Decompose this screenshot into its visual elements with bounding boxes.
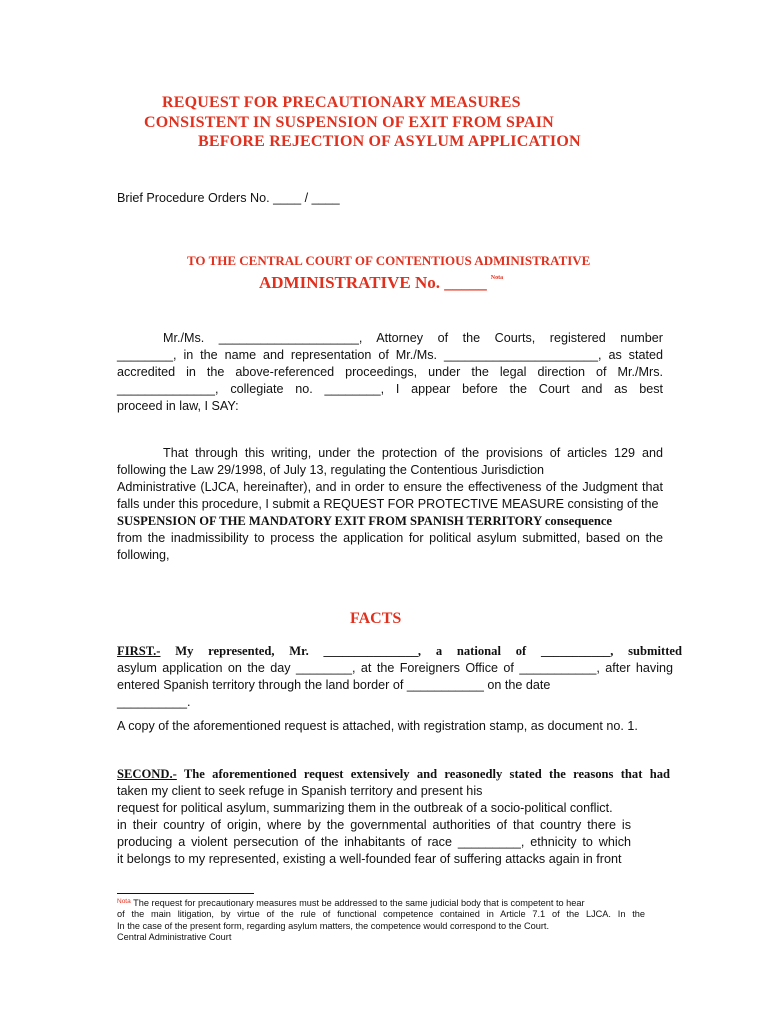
court-heading: TO THE CENTRAL COURT OF CONTENTIOUS ADMINISTRATIVE	[187, 253, 591, 268]
body-line: following,	[117, 548, 170, 562]
second-fact-line: taken my client to seek refuge in Spanish territory and present his	[117, 784, 483, 798]
intro-line: accredited in the above-referenced proceedings, under the legal direction of Mr./Mrs.	[117, 365, 663, 379]
footnote	[117, 898, 645, 944]
intro-line: ________, in the name and representation of Mr./Ms. ______________________, as stated	[117, 348, 663, 362]
first-fact-line	[117, 643, 682, 660]
second-fact-text: The aforementioned request extensively and reasonedly stated the reasons that had	[176, 767, 670, 781]
body-line: That through this writing, under the protection of the provisions of articles 129 and	[163, 446, 663, 460]
second-fact-line: in their country of origin, where by the governmental authorities of that country there is	[117, 818, 631, 832]
facts-heading: FACTS	[350, 610, 402, 627]
court-number-text: ADMINISTRATIVE No. _____	[259, 273, 487, 292]
document-copy-note: A copy of the aforementioned request is attached, with registration stamp, as document no. 1.	[117, 719, 638, 733]
document-title-line-2: CONSISTENT IN SUSPENSION OF EXIT FROM SPAIN	[144, 114, 554, 131]
second-fact-label: SECOND.-	[117, 767, 177, 781]
footnote-line: of the main litigation, by virtue of the rule of functional competence contained in Article 7.1 of the LJCA. In the	[117, 909, 645, 920]
body-line: Administrative (LJCA, hereinafter), and in order to ensure the effectiveness of the Judgment that	[117, 480, 663, 494]
first-fact	[117, 643, 682, 711]
second-fact-line: request for political asylum, summarizing them in the outbreak of a socio-political conflict.	[117, 801, 613, 815]
footnote-line	[117, 898, 645, 909]
intro-line: ______________, collegiate no. ________, I appear before the Court and as best	[117, 382, 663, 396]
intro-paragraph	[117, 330, 663, 415]
first-fact-label: FIRST.-	[117, 644, 161, 658]
intro-line: Mr./Ms. ____________________, Attorney of the Courts, registered number	[163, 331, 663, 345]
first-fact-text: My represented, Mr. _______________, a national of ___________, submitted	[160, 644, 682, 658]
document-title-line-3: BEFORE REJECTION OF ASYLUM APPLICATION	[198, 133, 581, 150]
court-number	[259, 273, 503, 293]
first-fact-line: asylum application on the day ________, at the Foreigners Office of ___________, after having	[117, 661, 673, 675]
second-fact-line	[117, 766, 670, 783]
body-line-bold: SUSPENSION OF THE MANDATORY EXIT FROM SPANISH TERRITORY consequence	[117, 514, 613, 528]
intro-line: proceed in law, I SAY:	[117, 399, 239, 413]
first-fact-line: entered Spanish territory through the land border of ___________ on the date	[117, 678, 551, 692]
footnote-text: The request for precautionary measures must be addressed to the same judicial body that is competent to hear	[130, 898, 585, 908]
note-reference[interactable]: Nota	[490, 275, 504, 281]
footnote-line: Central Administrative Court	[117, 932, 232, 943]
second-fact-line: it belongs to my represented, existing a well-founded fear of suffering attacks again in front	[117, 852, 622, 866]
footnote-mark: Nota	[117, 898, 131, 905]
body-line: from the inadmissibility to process the application for political asylum submitted, based on the	[117, 531, 663, 545]
second-fact	[117, 766, 670, 868]
footnote-line: In the case of the present form, regarding asylum matters, the competence would correspond to the Court.	[117, 920, 550, 931]
document-title-line-1: REQUEST FOR PRECAUTIONARY MEASURES	[162, 94, 521, 111]
request-paragraph	[117, 445, 663, 564]
procedure-number: Brief Procedure Orders No. ____ / ____	[117, 191, 340, 205]
footnote-separator	[117, 893, 254, 894]
first-fact-line: __________.	[117, 695, 191, 709]
body-line: following the Law 29/1998, of July 13, regulating the Contentious Jurisdiction	[117, 463, 545, 477]
body-line: falls under this procedure, I submit a REQUEST FOR PROTECTIVE MEASURE consisting of the	[117, 497, 659, 511]
second-fact-line: producing a violent persecution of the inhabitants of race _________, ethnicity to which	[117, 835, 631, 849]
